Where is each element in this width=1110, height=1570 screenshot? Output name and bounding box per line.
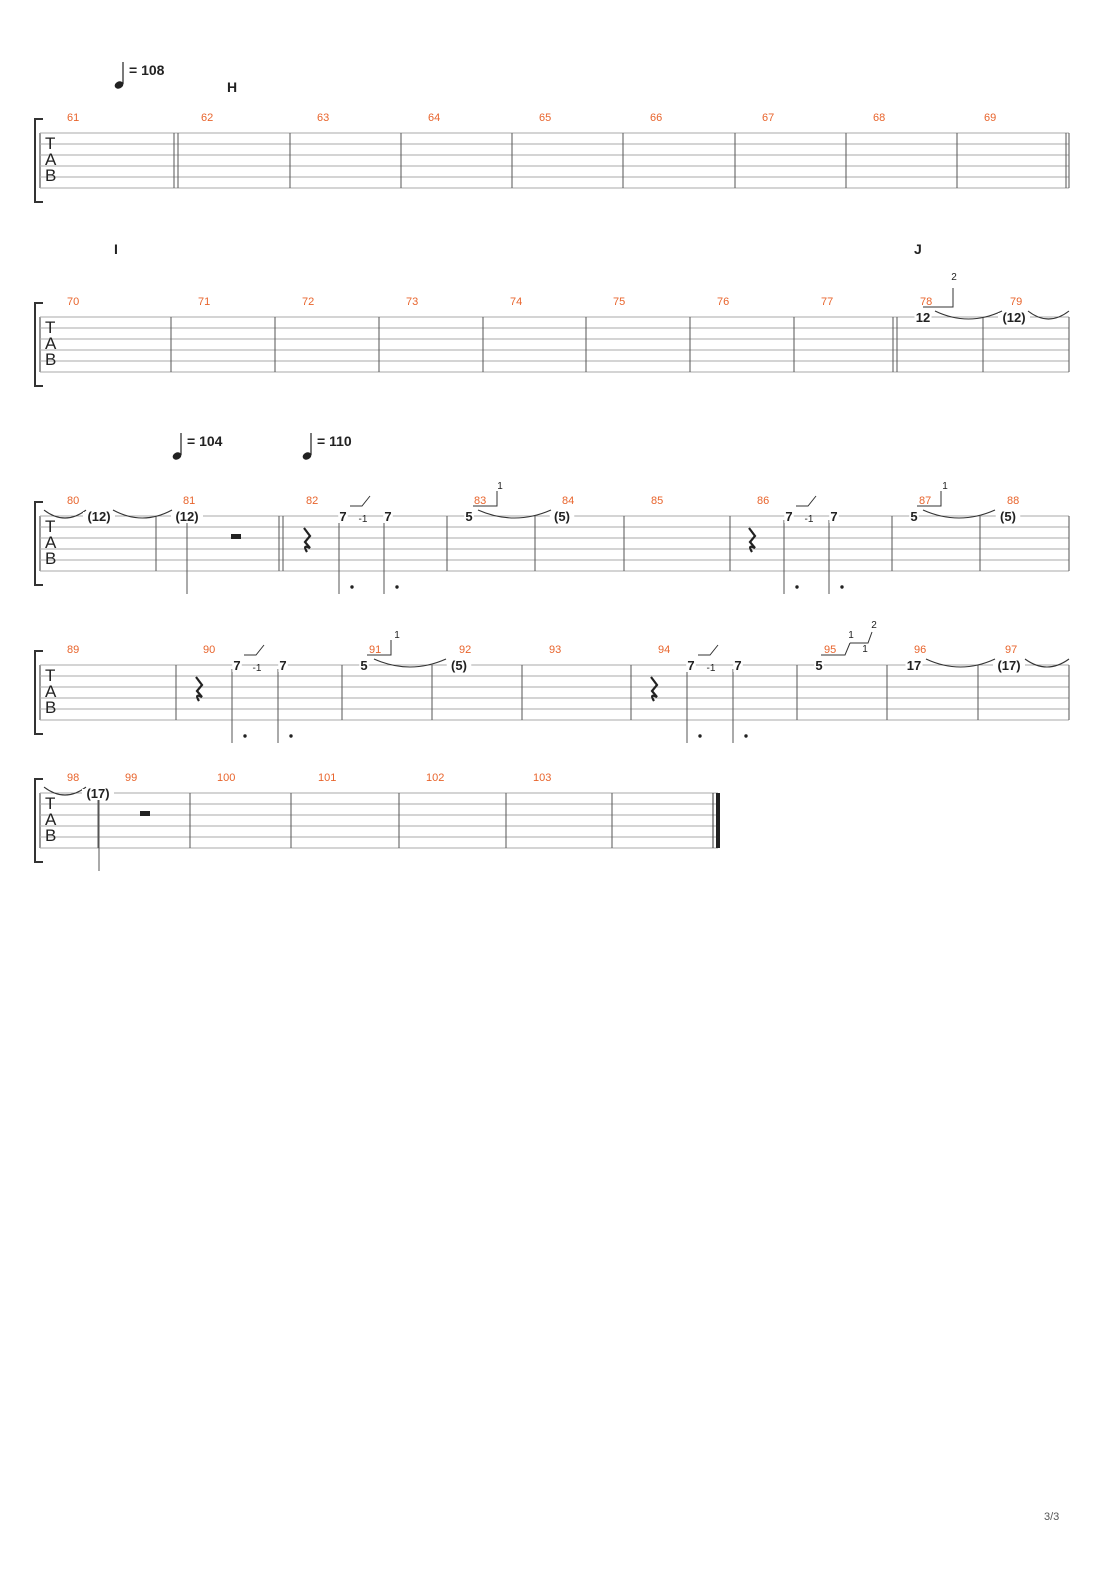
fret-number: (5): [1000, 509, 1016, 524]
system-bracket: [35, 502, 43, 585]
bar-number: 70: [67, 296, 80, 308]
quarter-rest: [304, 528, 310, 552]
system-bracket: [35, 303, 43, 386]
tie: [1025, 659, 1069, 667]
bar-number: 68: [873, 112, 886, 124]
fret-number: (12): [87, 509, 111, 524]
bar-number: 78: [920, 296, 933, 308]
bar-number: 89: [67, 644, 80, 656]
dot: [350, 585, 353, 588]
fret-number: (5): [451, 658, 467, 673]
fret-number: 5: [360, 658, 368, 673]
dot: [795, 585, 798, 588]
fret-number: 5: [910, 509, 918, 524]
tab-system-3: [35, 433, 1069, 594]
fret-number: 5: [465, 509, 473, 524]
fret-number: 12: [915, 310, 931, 325]
tab-clef-letter: B: [45, 826, 57, 845]
tab-clef-letter: T: [45, 666, 56, 685]
bend-amount: 1: [862, 644, 868, 655]
bar-number: 101: [318, 772, 337, 784]
tab-system-5: [35, 772, 720, 871]
bend-amount: 1: [848, 630, 854, 641]
page-number: 3/3: [1044, 1511, 1060, 1523]
fret-number: (17): [86, 786, 110, 801]
rehearsal-mark: J: [914, 241, 922, 257]
tab-clef-letter: T: [45, 794, 56, 813]
quarter-rest: [749, 528, 755, 552]
bend-amount: 1: [497, 481, 503, 492]
bend-amount: -1: [358, 514, 368, 525]
half-rest: [231, 534, 241, 539]
bar-number: 92: [459, 644, 472, 656]
fret-number: 7: [785, 509, 793, 524]
system-bracket: [35, 651, 43, 734]
tie: [1028, 311, 1069, 319]
bend-release-line: [350, 496, 370, 506]
bend-amount: -1: [252, 663, 262, 674]
tab-clef-letter: T: [45, 134, 56, 153]
tab-system-1: [35, 62, 1069, 202]
fret-number: 17: [906, 658, 922, 673]
bar-number: 86: [757, 495, 770, 507]
tempo-mark: = 104: [187, 433, 223, 449]
bar-number: 65: [539, 112, 552, 124]
tab-clef-letter: B: [45, 549, 57, 568]
fret-number: 7: [830, 509, 838, 524]
bar-number: 85: [651, 495, 664, 507]
bar-number: 72: [302, 296, 315, 308]
bar-number: 93: [549, 644, 562, 656]
tab-clef-letter: T: [45, 318, 56, 337]
bar-number: 83: [474, 495, 487, 507]
tie: [113, 510, 172, 518]
fret-number: (12): [175, 509, 199, 524]
bar-number: 63: [317, 112, 330, 124]
fret-number: 7: [279, 658, 287, 673]
dot: [243, 734, 246, 737]
tab-clef-letter: T: [45, 517, 56, 536]
dot: [840, 585, 843, 588]
bar-number: 100: [217, 772, 236, 784]
bar-number: 77: [821, 296, 834, 308]
bar-number: 73: [406, 296, 419, 308]
tie: [478, 510, 551, 518]
quarter-rest: [651, 677, 657, 701]
tab-system-4: [35, 620, 1069, 743]
bend-amount: 2: [871, 620, 877, 631]
bend-amount: 2: [951, 272, 957, 283]
tie: [935, 311, 1002, 319]
tempo-mark: = 108: [129, 62, 165, 78]
fret-number: (17): [997, 658, 1021, 673]
tie: [374, 659, 446, 667]
dot: [289, 734, 292, 737]
bar-number: 75: [613, 296, 626, 308]
system-bracket: [35, 779, 43, 862]
bar-number: 71: [198, 296, 211, 308]
bar-number: 74: [510, 296, 523, 308]
bar-number: 81: [183, 495, 196, 507]
fret-number: (12): [1002, 310, 1026, 325]
bar-number: 96: [914, 644, 927, 656]
bar-number: 64: [428, 112, 441, 124]
tab-clef-letter: B: [45, 698, 57, 717]
fret-number: 7: [734, 658, 742, 673]
bar-number: 69: [984, 112, 997, 124]
bend-release-line: [698, 645, 718, 655]
dot: [698, 734, 701, 737]
bar-number: 61: [67, 112, 80, 124]
dot: [395, 585, 398, 588]
half-rest: [140, 811, 150, 816]
bend-release-line: [244, 645, 264, 655]
rehearsal-mark: H: [227, 79, 238, 95]
bend-amount: -1: [706, 663, 716, 674]
fret-number: 7: [339, 509, 347, 524]
bar-number: 98: [67, 772, 80, 784]
tab-clef-letter: A: [45, 533, 57, 552]
bar-number: 95: [824, 644, 837, 656]
tie: [926, 659, 995, 667]
tab-clef-letter: A: [45, 334, 57, 353]
fret-number: 7: [687, 658, 695, 673]
bar-number: 102: [426, 772, 445, 784]
bend-amount: 1: [394, 630, 400, 641]
dot: [744, 734, 747, 737]
tab-system-2: [35, 241, 1069, 386]
bend-release-line: [796, 496, 816, 506]
rehearsal-mark: I: [114, 241, 118, 257]
bend-amount: -1: [804, 514, 814, 525]
quarter-rest: [196, 677, 202, 701]
final-barline-thick: [716, 793, 720, 848]
bar-number: 97: [1005, 644, 1018, 656]
tab-clef-letter: A: [45, 150, 57, 169]
bar-number: 66: [650, 112, 663, 124]
system-bracket: [35, 119, 43, 202]
tab-clef-letter: A: [45, 810, 57, 829]
bar-number: 90: [203, 644, 216, 656]
bar-number: 79: [1010, 296, 1023, 308]
tab-clef-letter: A: [45, 682, 57, 701]
bar-number: 80: [67, 495, 80, 507]
fret-number: 7: [233, 658, 241, 673]
tab-clef-letter: B: [45, 166, 57, 185]
fret-number: 5: [815, 658, 823, 673]
tab-clef-letter: B: [45, 350, 57, 369]
bar-number: 99: [125, 772, 138, 784]
bar-number: 87: [919, 495, 932, 507]
bar-number: 103: [533, 772, 552, 784]
tie: [923, 510, 995, 518]
bar-number: 94: [658, 644, 671, 656]
tempo-mark: = 110: [317, 433, 352, 449]
bar-number: 88: [1007, 495, 1020, 507]
fret-number: (5): [554, 509, 570, 524]
bar-number: 82: [306, 495, 319, 507]
bar-number: 67: [762, 112, 775, 124]
bar-number: 91: [369, 644, 382, 656]
bar-number: 76: [717, 296, 730, 308]
bar-number: 84: [562, 495, 575, 507]
bend-amount: 1: [942, 481, 948, 492]
fret-number: 7: [384, 509, 392, 524]
bar-number: 62: [201, 112, 214, 124]
